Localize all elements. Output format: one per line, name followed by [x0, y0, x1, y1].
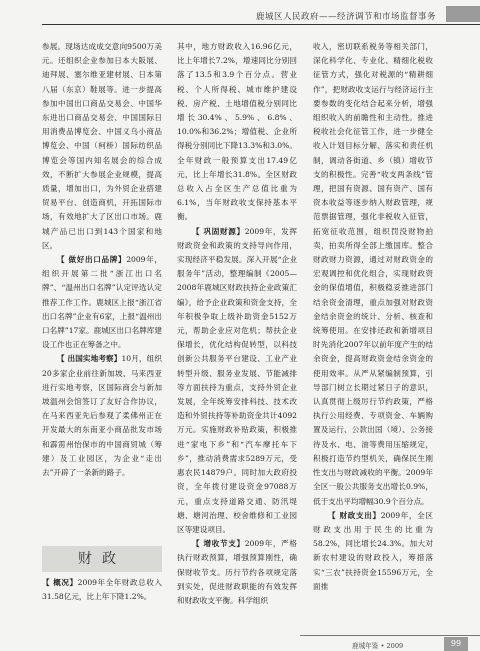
column-2 — [177, 40, 297, 608]
section-heading: 【 增收节支】 — [192, 539, 245, 549]
section-body: 2009年，全区财政支出用于民生的比重为58.2%，同比增长24.3%。加大对新农村建设的财政投入，筹措落实“三农”扶持资金15596万元，全面推 — [313, 510, 433, 591]
footer-title: 鹿城年鉴 • 2009 — [352, 642, 404, 650]
page-footer — [0, 627, 480, 651]
section-heading: 【 巩固财源】 — [192, 226, 245, 236]
page-header — [0, 0, 480, 32]
section-expenditure — [313, 509, 433, 594]
paragraph: 其中，地方财政收入16.96亿元，比上年增长7.2%，增速同比分别回落了13.5和3.9个百分点。营业税、个人所得税、城市维护建设税、房产税、土地增值税分别同比增长30.4%、5.9%、6.8%、10.0%和36.2%；增值税、企业所得税分别同比下降13.3%和3.0%。全年财政一般预算支出17.49亿元，比上年增长31.8%。全区财政总收入占全区生产总值比重为6.1%，当年财政收支保持基本平衡。 — [177, 42, 297, 222]
column-1 — [42, 40, 162, 480]
section-heading: 【 概况】 — [42, 578, 78, 587]
paragraph: 参展。现场达成成交意向9500万美元。还组织企业参加日本大阪展、迪拜展、塞尔维亚建材展、日本第八届（东京）鞋展等。进一步提高参加中国出口商品交易会、中国华东进出口商品交易会、中国国际日用消费品博览会、中国义乌小商品博览会、中国（柯桥）国际纺织品博览会等国内知名展会的综合成效，不断扩大参展企业规模，提高质量，增加出口，为外贸企业搭建贸易平台、创造商机，开拓国际市场，有效地扩大了区出口市场。鹿城产品已出口到143个国家和地区。 — [42, 42, 162, 250]
section-heading: 【 财政支出】 — [328, 510, 381, 520]
section-consolidate — [177, 225, 297, 537]
header-tab — [446, 6, 480, 22]
section-overseas-visit — [42, 352, 162, 480]
chapter-band: 财政 — [42, 546, 162, 572]
paragraph: 收入，密切联系税务等相关部门，深化科学化、专业化、精细化税收征管方式，强化对税源的“精耕细作”，把财政收支运行与经济运行主要参数的变化结合起来分析，增强组织收入的前瞻性和主动性。推进税收社会化征管工作，进一步健全收入计划目标分解、落实和责任机制，调动各街道、乡（镇）增收节支的积极性。完善“收支两条线”管理，把国有资源、国有资产、国有资本收益等逐步纳入财政管理，规范票据管理，强化非税收入征管，拓宽征收范围，组织罚没财物拍卖，拍卖所得全部上缴国库。整合财政财力资源，通过对财政资金的宏观调控和优化组合，实现财政资金的保值增值，积极稳妥推进部门结余资金清理，重点加强对财政资金结余资金的统计、分析、核查和统筹使用。在安排还政和新增项目时先消化2007年以前年度产生的结余资金，提高财政资金结余资金的使用效率。从严从紧编制预算，引导部门树立长期过紧日子的意识，认真贯彻上级厉行节约政策，严格执行公用经费、专项资金、车辆购置及运行、公款出国（境）、公务接待及水、电、油等费用压缩规定，积极打造节约型机关，确保民生刚性支出与财政减收的平衡。2009年全区一般公共服务支出增长0.9%，低于支出平均增幅30.9个百分点。 — [313, 42, 433, 506]
header-rule — [42, 24, 480, 25]
section-body: 2009年，组织开展第二批“浙江出口名牌”、“温州出口名牌”认定评选认定推荐工作工作。鹿城区上报“浙江省出口名牌”企业有6家，上报“温州出口名牌”17家。鹿城区出口名牌库建设工作也正在筹备之中。 — [42, 255, 162, 350]
column-3 — [313, 40, 433, 594]
footer-rule — [300, 635, 480, 636]
page-number: 99 — [444, 637, 468, 651]
section-body: 2009年，严格执行财政预算，增强预算刚性，确保财收节支。历行节约各项规定落到实处，促进财政职能的有效发挥和财政收支平衡。科学组织 — [177, 539, 297, 605]
section-heading: 【 出国实地考察】 — [57, 354, 122, 364]
section-body: 2009年，发挥财政资金和政策的支持导向作用，实现经济平稳发展。深入开展“企业服务年”活动，整理编制《2005—2008年鹿城区财政扶持企业政策汇编》，给予企业政策和资金支持，全年积极争取上级补助资金5152万元，帮助企业应对危机；帮扶企业保增长，优化结构促转型，以科技创新公共服务平台建设、工业产业转型升级、服务业发展、节能减排等方面扶持为重点，支持外贸企业发展，全年统筹安排科技、技术改造和外贸扶持等补助资金共计4092万元。实施财政补贴政策，积极推进“家电下乡”和“汽车摩托车下乡”，推动消费需求5289万元，受惠农民14879户。同时加大政府投资，全年拨付建设资金97088万元，重点支持道路交通、防汛堤塘、塘河治理、校舍维修和工业园区等建设项目。 — [177, 226, 297, 534]
section-body: 2009年全年财政总收入31.58亿元，比上年下降1.2%。 — [42, 578, 162, 602]
overview-section — [42, 576, 162, 604]
section-increase-income — [177, 537, 297, 608]
running-head: 鹿城区人民政府——经济调节和市场监督事务 — [255, 12, 436, 22]
section-shipping-brand — [42, 253, 162, 352]
section-body: 10月，组织20多家企业前往新加坡、马来西亚进行实地考察，区国际商会与新加坡温州会馆签订了友好合作协议，在马来西亚先后参观了柔佛州正在开发最大的东南亚小商品批发市场和霹雳州怡保市的中国商贸城（筹建）及工业园区，为企业“走出去”开辟了一条新的路子。 — [42, 354, 162, 478]
section-heading: 【 做好出口品牌】 — [57, 255, 127, 265]
